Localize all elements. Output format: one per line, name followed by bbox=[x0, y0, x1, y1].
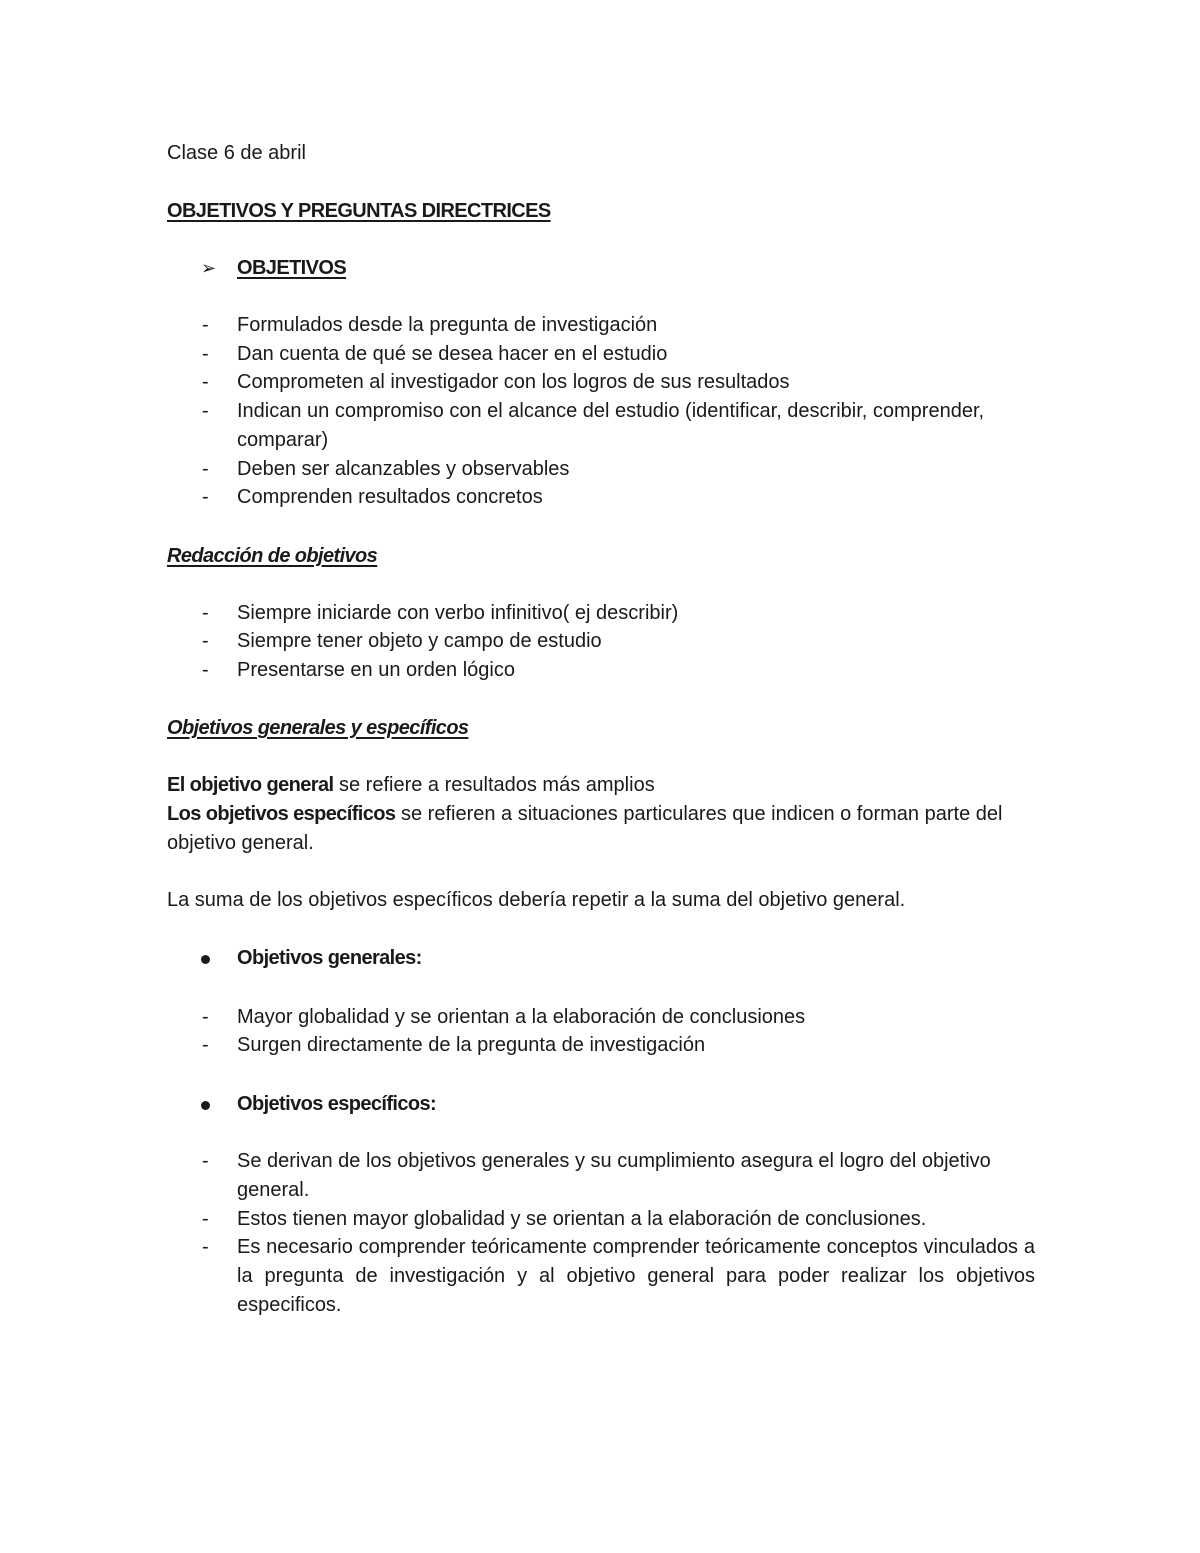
list-item-text: Se derivan de los objetivos generales y su cumplimiento asegura el logro del objetivo general. bbox=[237, 1150, 991, 1201]
dash-marker: - bbox=[202, 1208, 209, 1230]
dash-marker: - bbox=[202, 602, 209, 624]
list-item-text: Estos tienen mayor globalidad y se orientan a la elaboración de conclusiones. bbox=[237, 1208, 927, 1230]
list-item-text: Siempre tener objeto y campo de estudio bbox=[237, 630, 602, 652]
general-term: El objetivo general bbox=[167, 774, 334, 796]
date-line: Clase 6 de abril bbox=[167, 142, 306, 164]
dash-marker: - bbox=[202, 458, 209, 480]
dash-marker: - bbox=[202, 400, 209, 422]
list-item-text: Comprenden resultados concretos bbox=[237, 486, 543, 508]
list-item-text: Presentarse en un orden lógico bbox=[237, 659, 515, 681]
especificos-term: Los objetivos específicos bbox=[167, 803, 396, 825]
bullet-dot-icon bbox=[201, 944, 210, 973]
dash-marker: - bbox=[202, 659, 209, 681]
dash-marker: - bbox=[202, 371, 209, 393]
document-page bbox=[167, 0, 1035, 1553]
list-item-text: Mayor globalidad y se orientan a la elaboración de conclusiones bbox=[237, 1006, 806, 1028]
list-item-text: Deben ser alcanzables y observables bbox=[237, 458, 570, 480]
dash-marker: - bbox=[202, 343, 209, 365]
list-item-text: Indican un compromiso con el alcance del estudio (identificar, describir, comprender, comparar) bbox=[237, 400, 985, 451]
dash-marker: - bbox=[202, 486, 209, 508]
dash-marker: - bbox=[202, 1236, 209, 1258]
general-rest: se refiere a resultados más amplios bbox=[333, 774, 655, 796]
list-item-text: Siempre iniciarde con verbo infinitivo( ej describir) bbox=[237, 602, 679, 624]
especificos-definition-cont: objetivo general. bbox=[167, 832, 314, 854]
especificos-heading: Objetivos específicos: bbox=[237, 1093, 437, 1115]
objetivos-heading: OBJETIVOS bbox=[237, 257, 347, 279]
bullet-dot-icon bbox=[201, 1090, 210, 1119]
generales-especificos-heading: Objetivos generales y específicos bbox=[167, 717, 469, 739]
list-item-text: Es necesario comprender teóricamente comprender teóricamente conceptos vinculados a la pregunta de investigación y al objetivo general para poder realizar los objetivos especificos. bbox=[237, 1236, 1035, 1316]
list-item-text: Surgen directamente de la pregunta de investigación bbox=[237, 1034, 706, 1056]
redaccion-heading: Redacción de objetivos bbox=[167, 545, 378, 567]
list-item-text: Dan cuenta de qué se desea hacer en el estudio bbox=[237, 343, 668, 365]
especificos-definition bbox=[167, 800, 1002, 829]
arrowhead-bullet-icon: ➢ bbox=[201, 258, 217, 279]
dash-marker: - bbox=[202, 630, 209, 652]
generales-heading: Objetivos generales: bbox=[237, 947, 422, 969]
suma-paragraph: La suma de los objetivos específicos debería repetir a la suma del objetivo general. bbox=[167, 889, 906, 911]
dash-marker: - bbox=[202, 1150, 209, 1172]
main-title: OBJETIVOS Y PREGUNTAS DIRECTRICES bbox=[167, 200, 551, 222]
general-definition bbox=[167, 771, 655, 800]
dash-marker: - bbox=[202, 1006, 209, 1028]
dash-marker: - bbox=[202, 1034, 209, 1056]
list-item-text: Formulados desde la pregunta de investigación bbox=[237, 314, 658, 336]
dash-marker: - bbox=[202, 314, 209, 336]
list-item-text: Comprometen al investigador con los logros de sus resultados bbox=[237, 371, 790, 393]
especificos-rest: se refieren a situaciones particulares que indicen o forman parte del bbox=[395, 803, 1003, 825]
